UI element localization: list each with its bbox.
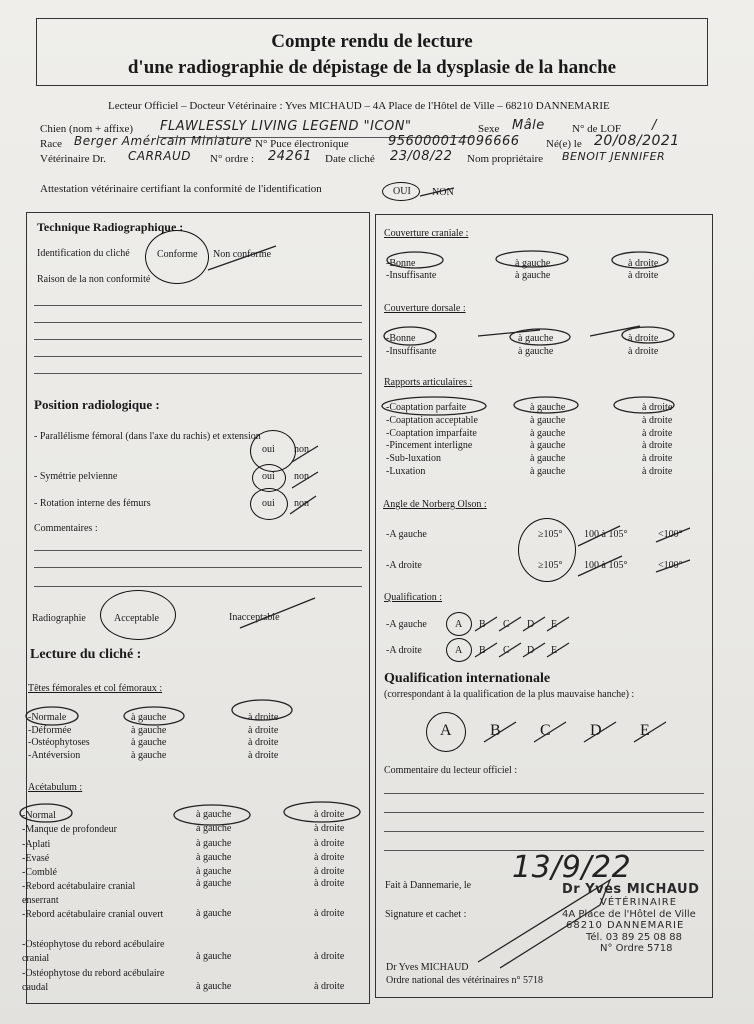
- acet-item-droite: à droite: [314, 878, 345, 889]
- order-label: N° ordre :: [210, 153, 255, 165]
- signature-stroke: [478, 880, 610, 968]
- norberg-droite-ang1: ≥105°: [538, 560, 563, 571]
- attestation-text: Attestation vétérinaire certifiant la conformité de l'identification: [40, 183, 322, 195]
- tetes-item-droite: à droite: [248, 712, 279, 723]
- grade-strike: [475, 643, 497, 657]
- qualif-droite-grade: A: [455, 645, 463, 656]
- born-label: Né(e) le: [546, 138, 582, 150]
- rapports-item-gauche: à gauche: [530, 402, 566, 413]
- dog-name-label: Chien (nom + affixe): [40, 123, 134, 135]
- date-value: 23/08/22: [390, 149, 453, 164]
- couv-cran-insuffisante: -Insuffisante: [386, 270, 437, 281]
- tetes-item-gauche: à gauche: [131, 749, 167, 761]
- sex-label: Sexe: [478, 123, 500, 135]
- acet-item: -Comblé: [22, 867, 57, 878]
- inacceptable-option: Inacceptable: [229, 612, 280, 623]
- grade-strike: [547, 643, 569, 657]
- acceptable-option: Acceptable: [114, 613, 159, 624]
- acet-item-droite: à droite: [314, 823, 345, 834]
- non-conforme-option: Non conforme: [213, 249, 272, 260]
- norberg-droite-label: -A droite: [386, 560, 422, 571]
- rapports-item-droite: à droite: [642, 414, 673, 426]
- rapports-item-droite: à droite: [642, 466, 673, 477]
- qualif-gauche-grade: D: [527, 619, 535, 630]
- oval-couv-dors-g: [510, 329, 570, 345]
- oval-couv-dors-d: [622, 327, 674, 343]
- acet-title: Acétabulum :: [28, 782, 83, 793]
- strike-norberg-d3: [656, 560, 690, 572]
- grade-strike: [523, 617, 545, 631]
- strike-dors-g: [478, 330, 540, 336]
- strike-rot-non: [290, 496, 316, 514]
- fait-date: 13/9/22: [512, 850, 632, 885]
- owner-label: Nom propriétaire: [467, 153, 544, 165]
- vet-value: CARRAUD: [128, 149, 191, 163]
- order-value: 24261: [268, 149, 312, 164]
- qualif-gauche-grade: E: [551, 619, 558, 630]
- acet-item-gauche: à gauche: [196, 878, 232, 889]
- lecture-title: Lecture du cliché :: [30, 647, 142, 662]
- stamp-address: 4A Place de l'Hôtel de Ville: [562, 909, 696, 920]
- norberg-droite-ang3: <100°: [658, 560, 683, 571]
- intl-title: Qualification internationale: [384, 671, 551, 686]
- acet-item-gauche: à gauche: [196, 908, 232, 919]
- rapports-item: -Coaptation parfaite: [386, 402, 467, 413]
- norberg-gauche-ang3: <100°: [658, 529, 683, 540]
- rapports-item-gauche: à gauche: [530, 414, 566, 426]
- owner-value: BENOIT JENNIFER: [562, 150, 666, 163]
- acet-item: -Rebord acétabulaire cranial enserrant: [22, 881, 136, 906]
- acet-item-droite: à droite: [314, 951, 345, 962]
- couv-dors-bonne: -Bonne: [386, 333, 416, 344]
- raison-label: Raison de la non conformité: [37, 274, 151, 285]
- acet-item-droite: à droite: [314, 852, 345, 863]
- acet-item-droite: à droite: [314, 838, 345, 849]
- oval-acet-normal: [20, 804, 72, 822]
- rapports-item-gauche: à gauche: [530, 427, 566, 439]
- reader-line: Lecteur Officiel – Docteur Vétérinaire : Yves MICHAUD – 4A Place de l'Hôtel de Ville – 68210 DANNEMARIE: [108, 100, 610, 112]
- couv-dors-g1: à gauche: [518, 333, 554, 344]
- oval-rapports-g: [514, 397, 578, 413]
- couv-dors-title: Couverture dorsale :: [384, 303, 466, 314]
- intl-grade: E: [640, 722, 650, 739]
- oval-tetes-d: [232, 700, 292, 720]
- qualif-gauche-grade: B: [479, 619, 486, 630]
- rot-oui: oui: [262, 498, 275, 509]
- acet-item-droite: à droite: [314, 866, 345, 877]
- grade-strike: [547, 617, 569, 631]
- oval-coaptation-parfaite: [382, 397, 486, 415]
- couv-dors-insuffisante: -Insuffisante: [386, 346, 437, 357]
- couv-cran-d2: à droite: [628, 270, 659, 281]
- title-line-1: Compte rendu de lecture: [271, 31, 473, 52]
- rapports-item: -Sub-luxation: [386, 453, 441, 465]
- sex-value: Mâle: [512, 118, 545, 133]
- oval-couv-dors-bonne: [384, 327, 436, 345]
- rapports-item: -Pincement interligne: [386, 440, 473, 452]
- acet-item: -Ostéophytose du rebord acébulaire cranial: [22, 939, 165, 964]
- intl-grade-strike: [634, 722, 666, 742]
- qualif-gauche-grade: C: [503, 619, 510, 630]
- acet-item: -Evasé: [22, 853, 50, 864]
- qualif-droite-grade: E: [551, 645, 558, 656]
- conforme-option: Conforme: [157, 249, 198, 260]
- oval-couv-cran-bonne: [387, 252, 443, 268]
- acet-item-droite: à droite: [314, 981, 345, 992]
- grade-strike: [475, 617, 497, 631]
- oval-couv-cran-g: [496, 251, 568, 267]
- acet-item-droite: à droite: [314, 809, 345, 820]
- strike-attestation-non: [420, 188, 454, 196]
- tetes-item: -Antéversion: [28, 749, 81, 761]
- acet-item-gauche: à gauche: [196, 823, 232, 834]
- oval-couv-cran-d: [612, 252, 668, 268]
- qualif-droite-label: -A droite: [386, 645, 422, 656]
- tetes-item: -Normale: [28, 712, 67, 723]
- reader-comment-label: Commentaire du lecteur officiel :: [384, 765, 518, 776]
- couv-dors-d2: à droite: [628, 346, 659, 357]
- couv-dors-d1: à droite: [628, 333, 659, 344]
- acet-item-gauche: à gauche: [196, 951, 232, 962]
- grade-strike: [499, 643, 521, 657]
- intl-grade: D: [590, 722, 602, 739]
- tetes-item: -Déformée: [28, 724, 72, 736]
- rot-non: non: [294, 498, 309, 509]
- acet-item-gauche: à gauche: [196, 838, 232, 849]
- couv-cran-title: Couverture craniale :: [384, 228, 469, 239]
- acet-item: -Ostéophytose du rebord acébulaire caudal: [22, 968, 165, 993]
- strike-inacceptable: [240, 598, 315, 628]
- sym-non: non: [294, 471, 309, 482]
- intl-grade-strike: [584, 722, 616, 742]
- stamp-phone: Tél. 03 89 25 08 88: [586, 932, 683, 943]
- norberg-title: Angle de Norberg Olson :: [383, 499, 487, 510]
- acet-item: -Normal: [22, 810, 56, 821]
- tech-title: Technique Radiographique :: [37, 220, 184, 234]
- qualif-gauche-grade: A: [455, 619, 463, 630]
- couv-cran-bonne: -Bonne: [386, 258, 416, 269]
- para-label: - Parallélisme fémoral (dans l'axe du rachis) et extension: [34, 431, 261, 442]
- tetes-title: Têtes fémorales et col fémoraux :: [28, 683, 163, 694]
- tetes-item-gauche: à gauche: [131, 737, 167, 748]
- intl-grade-strike: [484, 722, 516, 742]
- rapports-item: -Coaptation acceptable: [386, 414, 478, 426]
- date-label: Date cliché: [325, 153, 375, 165]
- intl-grade: A: [440, 722, 452, 739]
- tetes-item: -Ostéophytoses: [28, 737, 90, 748]
- strike-norberg-d2: [578, 556, 622, 576]
- radio-label: Radiographie: [32, 613, 86, 624]
- acet-item: -Manque de profondeur: [22, 824, 117, 835]
- norberg-gauche-ang2: 100 à 105°: [584, 529, 628, 540]
- race-value: Berger Américain Miniature: [74, 134, 253, 148]
- stamp-name: Dr Yves MICHAUD: [562, 882, 700, 897]
- chip-value: 956000014096666: [388, 134, 520, 149]
- rapports-item-gauche: à gauche: [530, 453, 566, 465]
- vet-label: Vétérinaire Dr.: [40, 153, 106, 165]
- strike-norberg-g3: [656, 528, 690, 542]
- fait-label: Fait à Dannemarie, le: [385, 880, 472, 891]
- acet-item-gauche: à gauche: [196, 866, 232, 877]
- rapports-item-droite: à droite: [642, 427, 673, 439]
- intl-grade: C: [540, 722, 551, 739]
- oval-tetes-g: [124, 707, 184, 725]
- born-value: 20/08/2021: [594, 133, 680, 149]
- rapports-item: -Coaptation imparfaite: [386, 427, 477, 439]
- chip-label: N° Puce électronique: [255, 138, 349, 150]
- rapports-item-gauche: à gauche: [530, 440, 566, 452]
- qualif-gauche-label: -A gauche: [386, 619, 427, 630]
- para-non: non: [294, 444, 309, 455]
- sign-label: Signature et cachet :: [385, 909, 467, 920]
- rapports-item-droite: à droite: [642, 453, 673, 465]
- stamp-order: N° Ordre 5718: [600, 943, 673, 954]
- oval-rapports-d: [614, 397, 674, 413]
- title-line-2: d'une radiographie de dépistage de la dysplasie de la hanche: [127, 57, 617, 78]
- qualif-title: Qualification :: [384, 592, 443, 603]
- ident-label: Identification du cliché: [37, 248, 130, 259]
- rapports-item: -Luxation: [386, 466, 426, 477]
- oval-acet-d: [284, 802, 360, 822]
- intl-grade: B: [490, 722, 501, 739]
- strike-sym-non: [292, 472, 318, 488]
- acet-item-gauche: à gauche: [196, 809, 232, 820]
- qualif-droite-grade: C: [503, 645, 510, 656]
- tetes-item-droite: à droite: [248, 737, 279, 748]
- acet-item-gauche: à gauche: [196, 981, 232, 992]
- norberg-gauche-ang1: ≥105°: [538, 529, 563, 540]
- dog-name-value: FLAWLESSLY LIVING LEGEND "ICON": [160, 119, 412, 134]
- footer-name: Dr Yves MICHAUD: [386, 962, 469, 973]
- strike-para-non: [292, 446, 318, 462]
- race-label: Race: [40, 138, 62, 150]
- attestation-oui: OUI: [393, 186, 411, 197]
- acet-item: -Aplati: [22, 839, 51, 850]
- tetes-item-gauche: à gauche: [131, 724, 167, 736]
- rapports-title: Rapports articulaires :: [384, 377, 473, 388]
- tetes-item-droite: à droite: [248, 749, 279, 761]
- norberg-gauche-label: -A gauche: [386, 529, 427, 540]
- grade-strike: [499, 617, 521, 631]
- position-title: Position radiologique :: [34, 397, 160, 412]
- couv-dors-g2: à gauche: [518, 346, 554, 357]
- sym-oui: oui: [262, 471, 275, 482]
- qualif-droite-grade: B: [479, 645, 486, 656]
- rapports-item-gauche: à gauche: [530, 466, 566, 477]
- oval-tetes-normale: [26, 707, 78, 725]
- tetes-item-droite: à droite: [248, 724, 279, 736]
- qualif-droite-grade: D: [527, 645, 535, 656]
- strike-norberg-g2: [578, 526, 620, 546]
- couv-cran-g2: à gauche: [515, 270, 551, 281]
- rot-label: - Rotation interne des fémurs: [34, 498, 151, 509]
- stamp-city: 68210 DANNEMARIE: [566, 920, 685, 931]
- strike-dors-d: [590, 326, 640, 336]
- acet-item-gauche: à gauche: [196, 852, 232, 863]
- rapports-item-droite: à droite: [642, 440, 673, 452]
- rapports-item-droite: à droite: [642, 402, 673, 413]
- norberg-droite-ang2: 100 à 105°: [584, 560, 628, 571]
- para-oui: oui: [262, 444, 275, 455]
- acet-item: -Rebord acétabulaire cranial ouvert: [22, 909, 164, 920]
- intl-grade-strike: [534, 722, 566, 742]
- couv-cran-g1: à gauche: [515, 258, 551, 269]
- oval-acet-g: [174, 805, 250, 825]
- attestation-non: NON: [432, 187, 454, 198]
- couv-cran-d1: à droite: [628, 258, 659, 269]
- strike-non-conforme: [208, 246, 276, 270]
- acet-item-droite: à droite: [314, 908, 345, 919]
- lof-value: /: [652, 118, 657, 133]
- tetes-item-gauche: à gauche: [131, 712, 167, 723]
- grade-strike: [523, 643, 545, 657]
- sym-label: - Symétrie pelvienne: [34, 471, 118, 482]
- stamp-title: VÉTÉRINAIRE: [600, 897, 678, 908]
- footer-order: Ordre national des vétérinaires n° 5718: [386, 975, 544, 986]
- lof-label: N° de LOF: [572, 123, 622, 135]
- intl-sub: (correspondant à la qualification de la plus mauvaise hanche) :: [384, 689, 635, 700]
- comment-label: Commentaires :: [34, 523, 98, 534]
